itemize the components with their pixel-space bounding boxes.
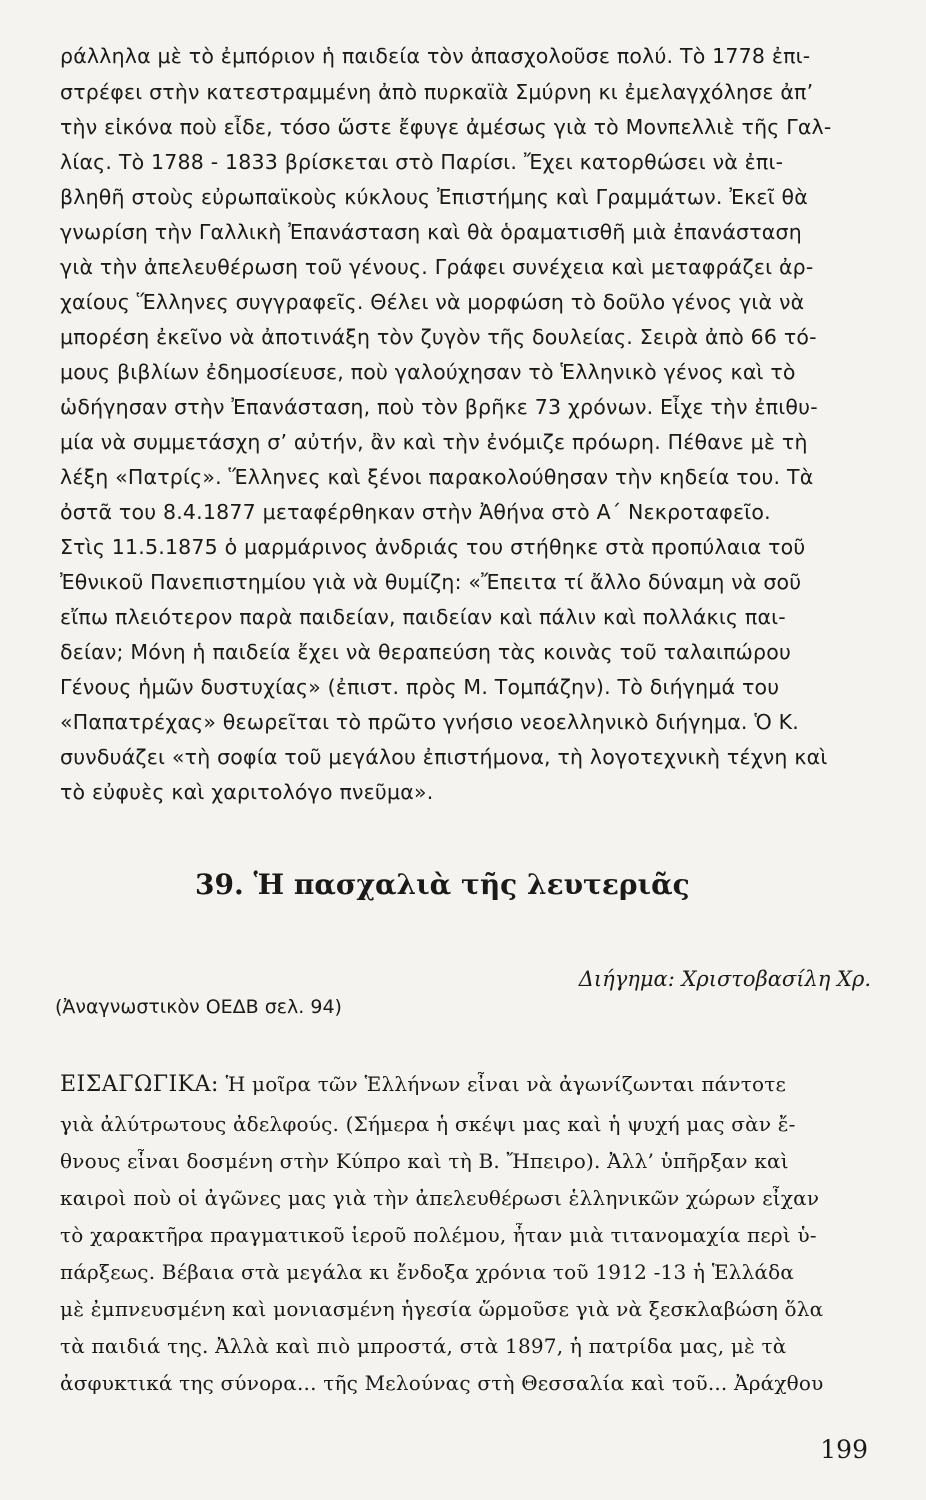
text-line: μὲ ἐμπνευσμένη καὶ μονιασμένη ἡγεσία ὥρμοῦσε γιὰ νὰ ξεσκλαβώση ὅλα xyxy=(60,1297,824,1321)
text-line: πάρξεως. Βέβαια στὰ μεγάλα κι ἔνδοξα χρόνια τοῦ 1912 -13 ἡ Ἑλλάδα xyxy=(60,1260,795,1284)
text-line: μία νὰ συμμετάσχη σ’ αὐτήν, ἂν καὶ τὴν ἐνόμιζε πρόωρη. Πέθανε μὲ τὴ xyxy=(60,430,808,454)
text-line: μπορέση ἐκεῖνο νὰ ἀποτινάξη τὸν ζυγὸν τῆς δουλείας. Σειρὰ ἀπὸ 66 τό- xyxy=(60,325,817,349)
page-number: 199 xyxy=(820,1435,868,1464)
text-line: μους βιβλίων ἐδημοσίευσε, ποὺ γαλούχησαν τὸ Ἑλληνικὸ γένος καὶ τὸ xyxy=(60,360,796,384)
text-line: λίας. Τὸ 1788 - 1833 βρίσκεται στὸ Παρίσι. Ἔχει κατορθώσει νὰ ἐπι- xyxy=(60,150,784,174)
text-line: εἴπω πλειότερον παρὰ παιδείαν, παιδείαν καὶ πάλιν καὶ πολλάκις παι- xyxy=(60,605,786,629)
text-line: Ἐθνικοῦ Πανεπιστημίου γιὰ νὰ θυμίζη: «Ἔπειτα τί ἄλλο δύναμη νὰ σοῦ xyxy=(60,570,802,594)
intro-first-line xyxy=(60,1072,880,1097)
text-line: βληθῆ στοὺς εὐρωπαϊκοὺς κύκλους Ἐπιστήμης καὶ Γραμμάτων. Ἐκεῖ θὰ xyxy=(60,185,808,209)
text-line: συνδυάζει «τὴ σοφία τοῦ μεγάλου ἐπιστήμονα, τὴ λογοτεχνικὴ τέχνη καὶ xyxy=(60,745,828,769)
author-attribution: Διήγημα: Χριστοβασίλη Χρ. xyxy=(578,967,871,991)
text-line: τὸ χαρακτῆρα πραγματικοῦ ἱεροῦ πολέμου, ἦταν μιὰ τιτανομαχία περὶ ὑ- xyxy=(60,1223,817,1247)
text-line: τὸ εὐφυὲς καὶ χαριτολόγο πνεῦμα». xyxy=(60,780,434,804)
section-heading: 39. Ἡ πασχαλιὰ τῆς λευτεριᾶς xyxy=(195,868,690,901)
source-reference: (Ἀναγνωστικὸν ΟΕΔΒ σελ. 94) xyxy=(55,996,342,1018)
text-line: ὀστᾶ του 8.4.1877 μεταφέρθηκαν στὴν Ἀθήνα στὸ Α΄ Νεκροταφεῖο. xyxy=(60,500,771,524)
text-line: καιροὶ ποὺ οἱ ἀγῶνες μας γιὰ τὴν ἀπελευθέρωσι ἑλληνικῶν χώρων εἶχαν xyxy=(60,1186,820,1210)
text-line: ὡδήγησαν στὴν Ἐπανάσταση, ποὺ τὸν βρῆκε 73 χρόνων. Εἶχε τὴν ἐπιθυ- xyxy=(60,395,818,419)
text-line: δείαν; Μόνη ἡ παιδεία ἔχει νὰ θεραπεύση τὰς κοινὰς τοῦ ταλαιπώρου xyxy=(60,640,792,664)
text-line: «Παπατρέχας» θεωρεῖται τὸ πρῶτο γνήσιο νεοελληνικὸ διήγημα. Ὁ Κ. xyxy=(60,710,800,734)
text-line: γιὰ τὴν ἀπελευθέρωση τοῦ γένους. Γράφει συνέχεια καὶ μεταφράζει ἀρ- xyxy=(60,255,814,279)
text-line: ράλληλα μὲ τὸ ἐμπόριον ἡ παιδεία τὸν ἀπασχολοῦσε πολύ. Τὸ 1778 ἐπι- xyxy=(60,44,811,68)
text-line: Στὶς 11.5.1875 ὁ μαρμάρινος ἀνδριάς του στήθηκε στὰ προπύλαια τοῦ xyxy=(60,535,806,559)
text-line: στρέφει στὴν κατεστραμμένη ἀπὸ πυρκαϊὰ Σμύρνη κι ἐμελαγχόλησε ἀπ’ xyxy=(60,80,814,104)
text-line: ἀσφυκτικά της σύνορα... τῆς Μελούνας στὴ Θεσσαλία καὶ τοῦ... Ἀράχθου xyxy=(60,1371,824,1395)
text-line: Γένους ἡμῶν δυστυχίας» (ἐπιστ. πρὸς Μ. Τομπάζην). Τὸ διήγημά του xyxy=(60,675,780,699)
text-line: τὴν εἰκόνα ποὺ εἶδε, τόσο ὥστε ἔφυγε ἀμέσως γιὰ τὸ Μονπελλιὲ τῆς Γαλ- xyxy=(60,115,832,139)
text-line: θνους εἶναι δοσμένη στὴν Κύπρο καὶ τὴ Β. Ἤπειρο). Ἀλλ’ ὑπῆρξαν καὶ xyxy=(60,1149,789,1173)
intro-lead: ΕΙΣΑΓΩΓΙΚΑ: xyxy=(60,1072,219,1097)
text-line: τὰ παιδιά της. Ἀλλὰ καὶ πιὸ μπροστά, στὰ 1897, ἡ πατρίδα μας, μὲ τὰ xyxy=(60,1334,787,1358)
text-line: γνωρίση τὴν Γαλλικὴ Ἐπανάσταση καὶ θὰ ὁραματισθῆ μιὰ ἐπανάσταση xyxy=(60,220,802,244)
intro-first-text: Ἡ μοῖρα τῶν Ἑλλήνων εἶναι νὰ ἀγωνίζωνται πάντοτε xyxy=(218,1072,787,1096)
text-line: γιὰ ἀλύτρωτους ἀδελφούς. (Σήμερα ἡ σκέψι μας καὶ ἡ ψυχή μας σὰν ἔ- xyxy=(60,1112,796,1136)
text-line: λέξη «Πατρίς». Ἕλληνες καὶ ξένοι παρακολούθησαν τὴν κηδεία του. Τὰ xyxy=(60,465,814,489)
text-line: χαίους Ἕλληνες συγγραφεῖς. Θέλει νὰ μορφώση τὸ δοῦλο γένος γιὰ νὰ xyxy=(60,290,805,314)
